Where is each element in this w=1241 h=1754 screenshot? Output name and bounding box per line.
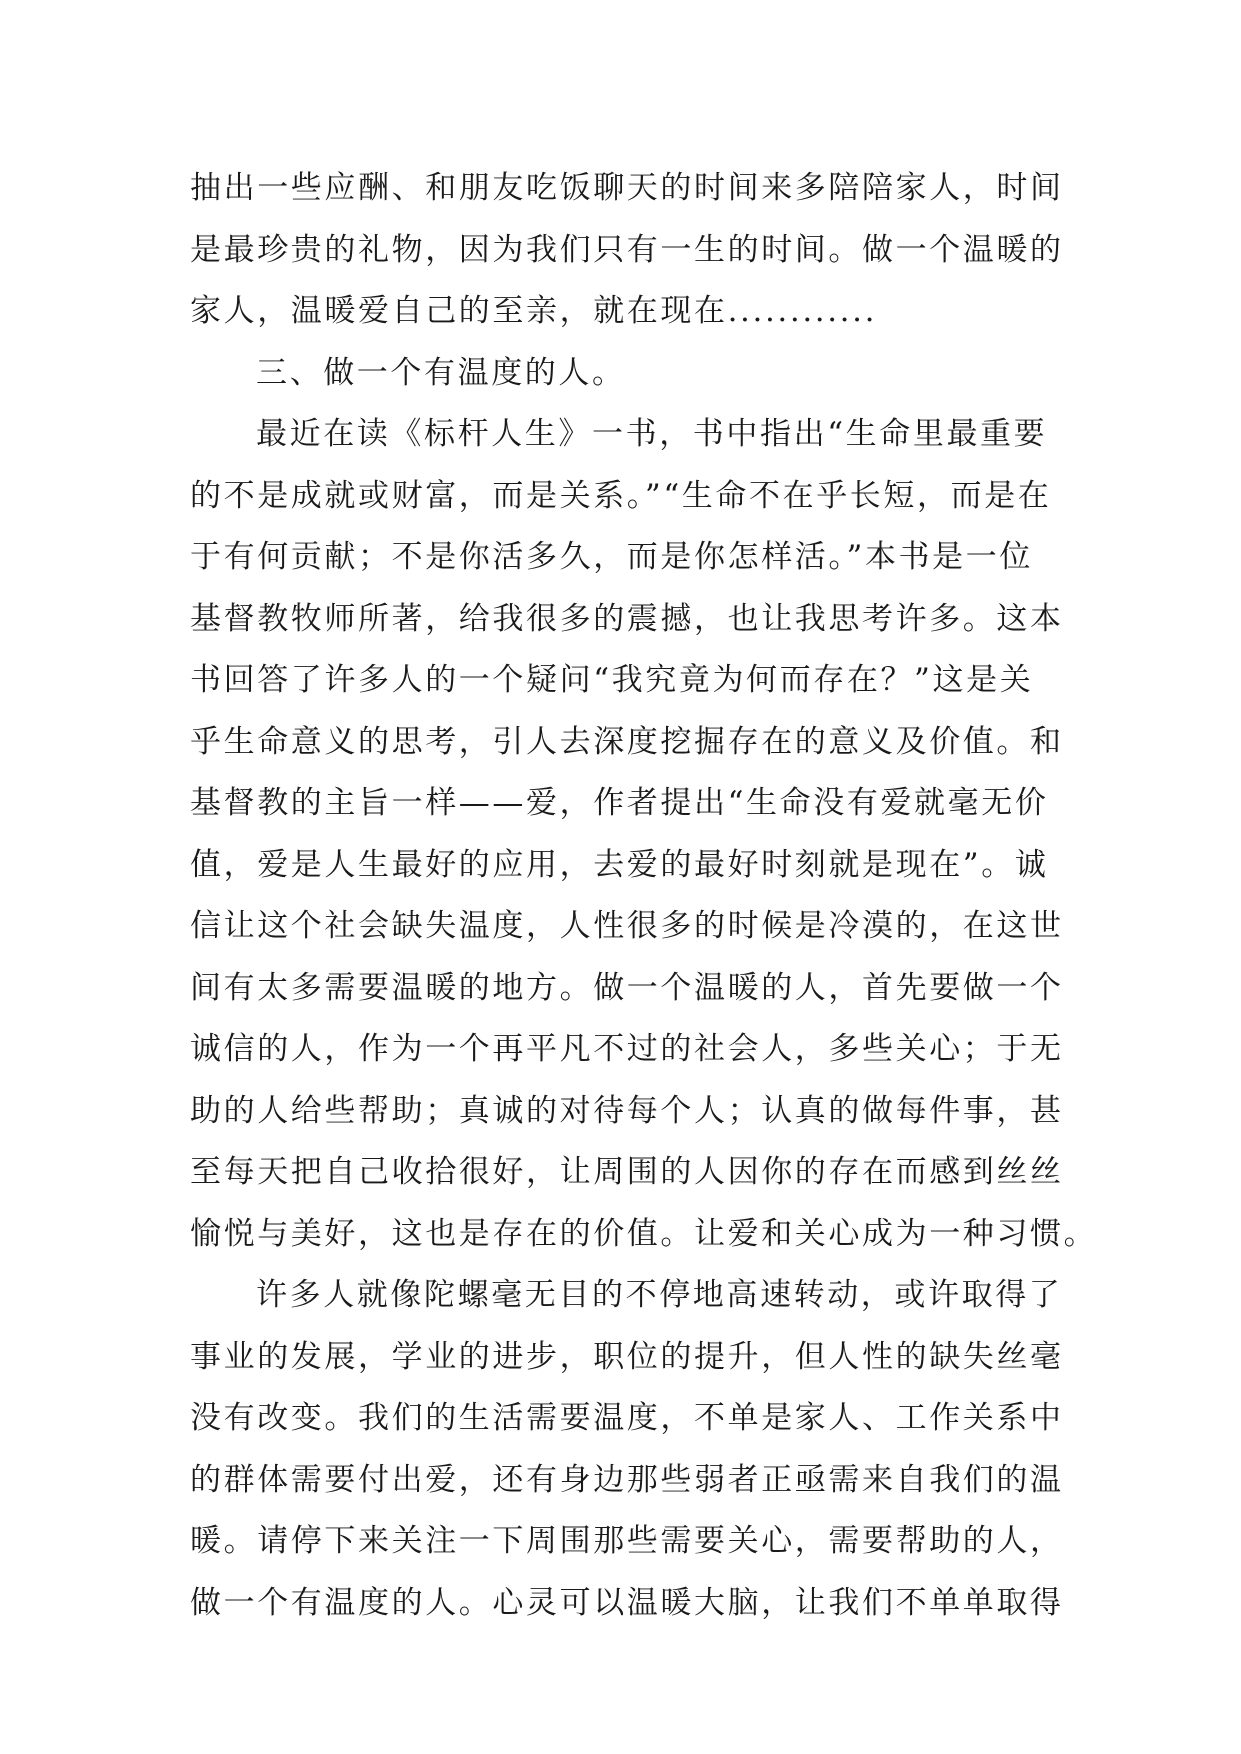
- paragraph-first-line: 最近在读《标杆人生》一书，书中指出“生命里最重要: [256, 416, 1048, 452]
- text-line: 做一个有温度的人。心灵可以温暖大脑，让我们不单单取得: [190, 1584, 1064, 1621]
- text-line: 基督教牧师所著，给我很多的震撼，也让我思考许多。这本: [190, 600, 1064, 637]
- text-line: 诚信的人，作为一个再平凡不过的社会人，多些关心；于无: [190, 1031, 1064, 1067]
- text-line: 至每天把自己收拾很好，让周围的人因你的存在而感到丝丝: [190, 1154, 1064, 1190]
- body-text: [190, 158, 1098, 1634]
- text-line: 抽出一些应酬、和朋友吃饭聊天的时间来多陪陪家人，时间: [190, 170, 1064, 206]
- paragraph-first-line: 三、做一个有温度的人。: [256, 354, 626, 391]
- text-line: 的不是成就或财富，而是关系。”“生命不在乎长短，而是在: [190, 477, 1052, 514]
- text-line: 的群体需要付出爱，还有身边那些弱者正亟需来自我们的温: [190, 1461, 1064, 1498]
- text-line: 是最珍贵的礼物，因为我们只有一生的时间。做一个温暖的: [190, 231, 1064, 268]
- text-line: 值，爱是人生最好的应用，去爱的最好时刻就是现在”。诚: [190, 846, 1049, 883]
- text-line: 家人，温暖爱自己的至亲，就在现在............: [190, 293, 878, 329]
- text-line: 助的人给些帮助；真诚的对待每个人；认真的做每件事，甚: [190, 1092, 1064, 1129]
- text-line: 事业的发展，学业的进步，职位的提升，但人性的缺失丝毫: [190, 1338, 1064, 1375]
- text-line: 乎生命意义的思考，引人去深度挖掘存在的意义及价值。和: [190, 723, 1064, 760]
- text-line: 基督教的主旨一样——爱，作者提出“生命没有爱就毫无价: [190, 785, 1049, 821]
- text-line: 信让这个社会缺失温度，人性很多的时候是冷漠的，在这世: [190, 908, 1064, 944]
- text-line: 愉悦与美好，这也是存在的价值。让爱和关心成为一种习惯。: [190, 1215, 1098, 1252]
- text-line: 间有太多需要温暖的地方。做一个温暖的人，首先要做一个: [190, 969, 1064, 1006]
- paragraph-first-line: 许多人就像陀螺毫无目的不停地高速转动，或许取得了: [256, 1277, 1063, 1313]
- text-line: 于有何贡献；不是你活多久，而是你怎样活。”本书是一位: [190, 539, 1033, 575]
- text-line: 书回答了许多人的一个疑问“我究竟为何而存在？”这是关: [190, 662, 1034, 698]
- text-line: 暖。请停下来关注一下周围那些需要关心，需要帮助的人，: [190, 1523, 1064, 1559]
- text-line: 没有改变。我们的生活需要温度，不单是家人、工作关系中: [190, 1400, 1064, 1436]
